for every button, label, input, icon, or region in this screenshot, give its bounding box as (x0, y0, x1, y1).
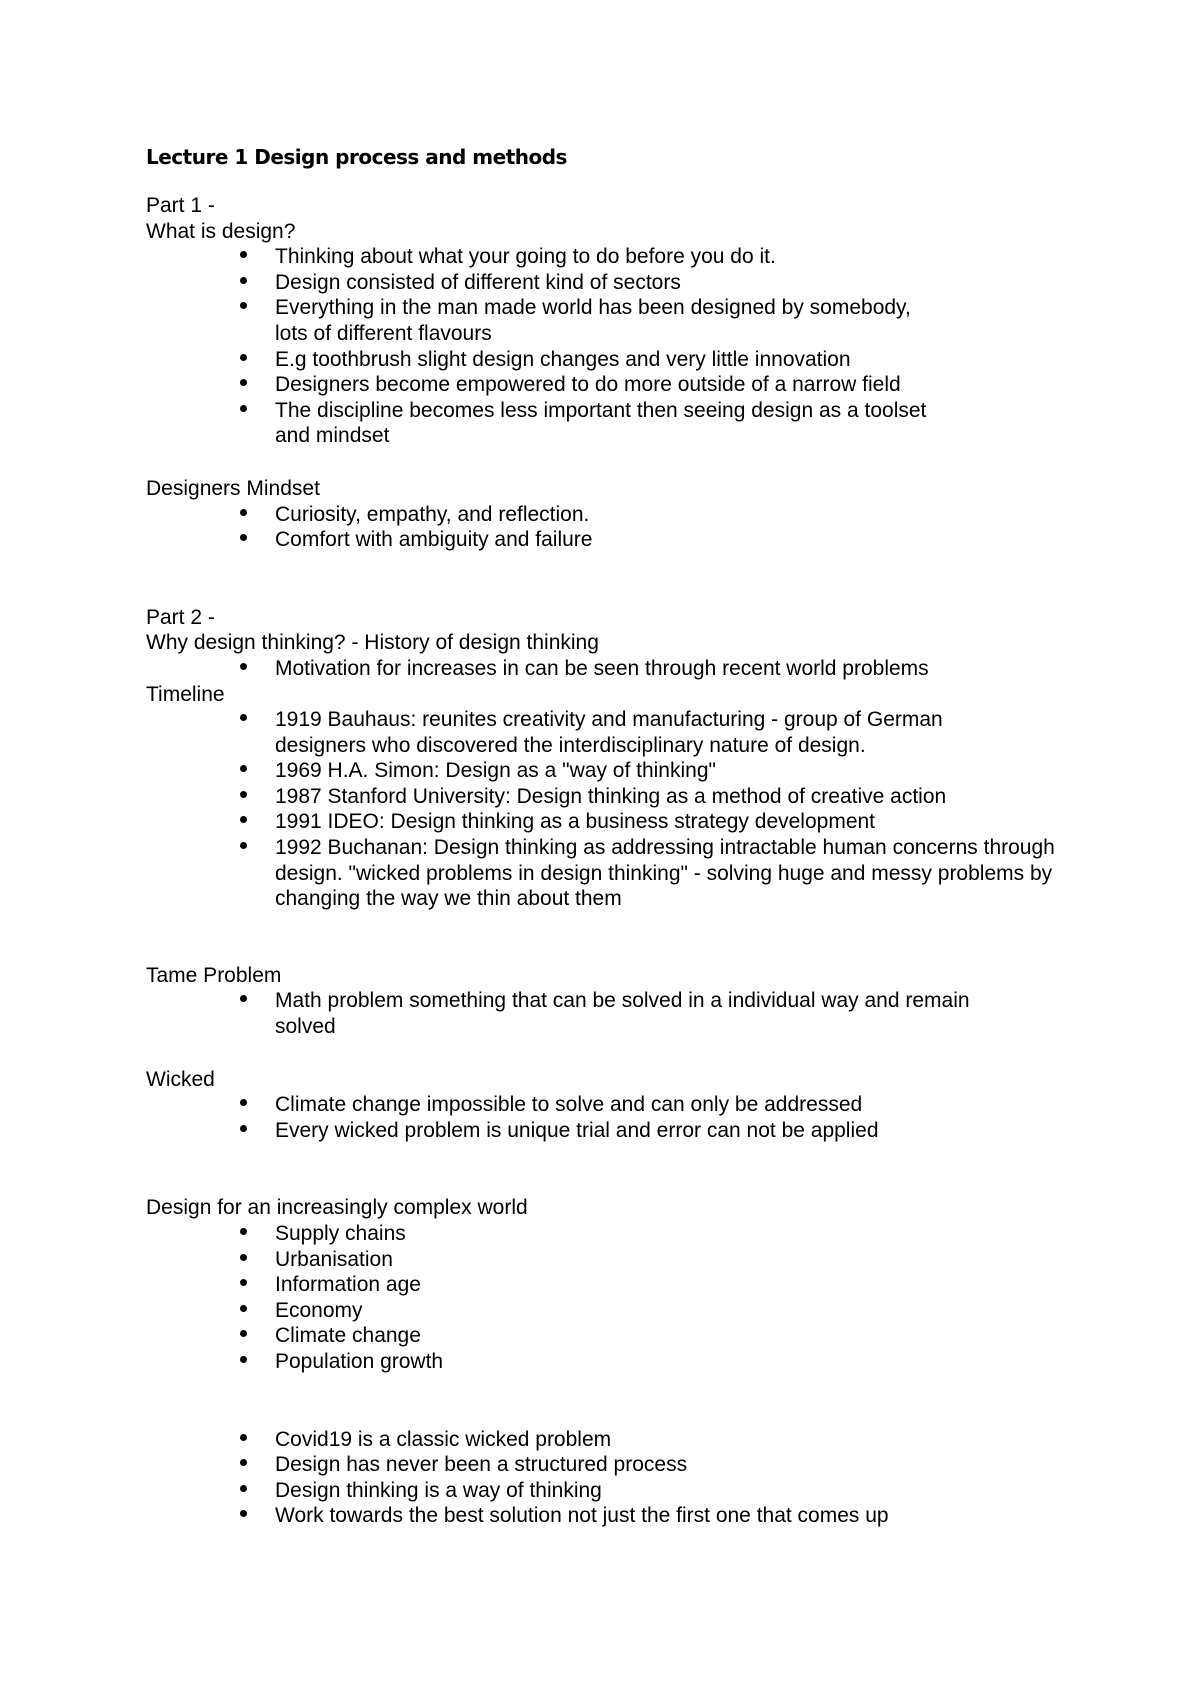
wicked-heading: Wicked (146, 1067, 215, 1091)
list-item: Every wicked problem is unique trial and error can not be applied (146, 1118, 1096, 1144)
part1-list (146, 244, 1096, 449)
document-page (146, 143, 1096, 1529)
list-item: Climate change (146, 1323, 1096, 1349)
part1-label: Part 1 - (146, 194, 215, 217)
list-item: Design thinking is a way of thinking (146, 1478, 1096, 1504)
tame-heading: Tame Problem (146, 963, 282, 987)
list-item: Population growth (146, 1349, 1096, 1375)
list-item: Motivation for increases in can be seen through recent world problems (146, 656, 1096, 682)
list-item: Information age (146, 1272, 1096, 1298)
list-item: Everything in the man made world has been designed by somebody, lots of different flavours (146, 295, 1096, 346)
complex-list (146, 1221, 1096, 1375)
list-item: Work towards the best solution not just the first one that comes up (146, 1503, 1096, 1529)
list-item: E.g toothbrush slight design changes and very little innovation (146, 347, 1096, 373)
list-item: 1987 Stanford University: Design thinking as a method of creative action (146, 784, 1096, 810)
list-item: Economy (146, 1298, 1096, 1324)
mindset-heading: Designers Mindset (146, 476, 320, 500)
list-item: 1992 Buchanan: Design thinking as addressing intractable human concerns through design. "wicked problems in design thinking" - solving huge and messy problems by changing the way we thin about them (146, 835, 1096, 912)
list-item: Supply chains (146, 1221, 1096, 1247)
part2-list (146, 656, 1096, 682)
list-item: Design consisted of different kind of sectors (146, 270, 1096, 296)
page-title: Lecture 1 Design process and methods (146, 145, 567, 169)
list-item: Math problem something that can be solved in a individual way and remain solved (146, 988, 1096, 1039)
complex-heading: Design for an increasingly complex world (146, 1196, 528, 1220)
list-item: 1991 IDEO: Design thinking as a business strategy development (146, 809, 1096, 835)
part2-label: Part 2 - (146, 605, 215, 629)
timeline-heading: Timeline (146, 682, 225, 706)
list-item: Curiosity, empathy, and reflection. (146, 502, 1096, 528)
wicked-list (146, 1092, 1096, 1143)
list-item: Urbanisation (146, 1247, 1096, 1273)
closing-list (146, 1427, 1096, 1529)
list-item: 1919 Bauhaus: reunites creativity and manufacturing - group of German designers who discovered the interdisciplinary nature of design. (146, 707, 1096, 758)
part2-question: Why design thinking? - History of design thinking (146, 631, 599, 655)
list-item: Climate change impossible to solve and can only be addressed (146, 1092, 1096, 1118)
part1-question: What is design? (146, 219, 296, 243)
tame-list (146, 988, 1096, 1039)
mindset-list (146, 502, 1096, 553)
list-item: Designers become empowered to do more outside of a narrow field (146, 372, 1096, 398)
list-item: Comfort with ambiguity and failure (146, 527, 1096, 553)
list-item: 1969 H.A. Simon: Design as a "way of thinking" (146, 758, 1096, 784)
list-item: The discipline becomes less important then seeing design as a toolset and mindset (146, 398, 1096, 449)
list-item: Design has never been a structured process (146, 1452, 1096, 1478)
list-item: Thinking about what your going to do before you do it. (146, 244, 1096, 270)
list-item: Covid19 is a classic wicked problem (146, 1427, 1096, 1453)
timeline-list (146, 707, 1096, 912)
